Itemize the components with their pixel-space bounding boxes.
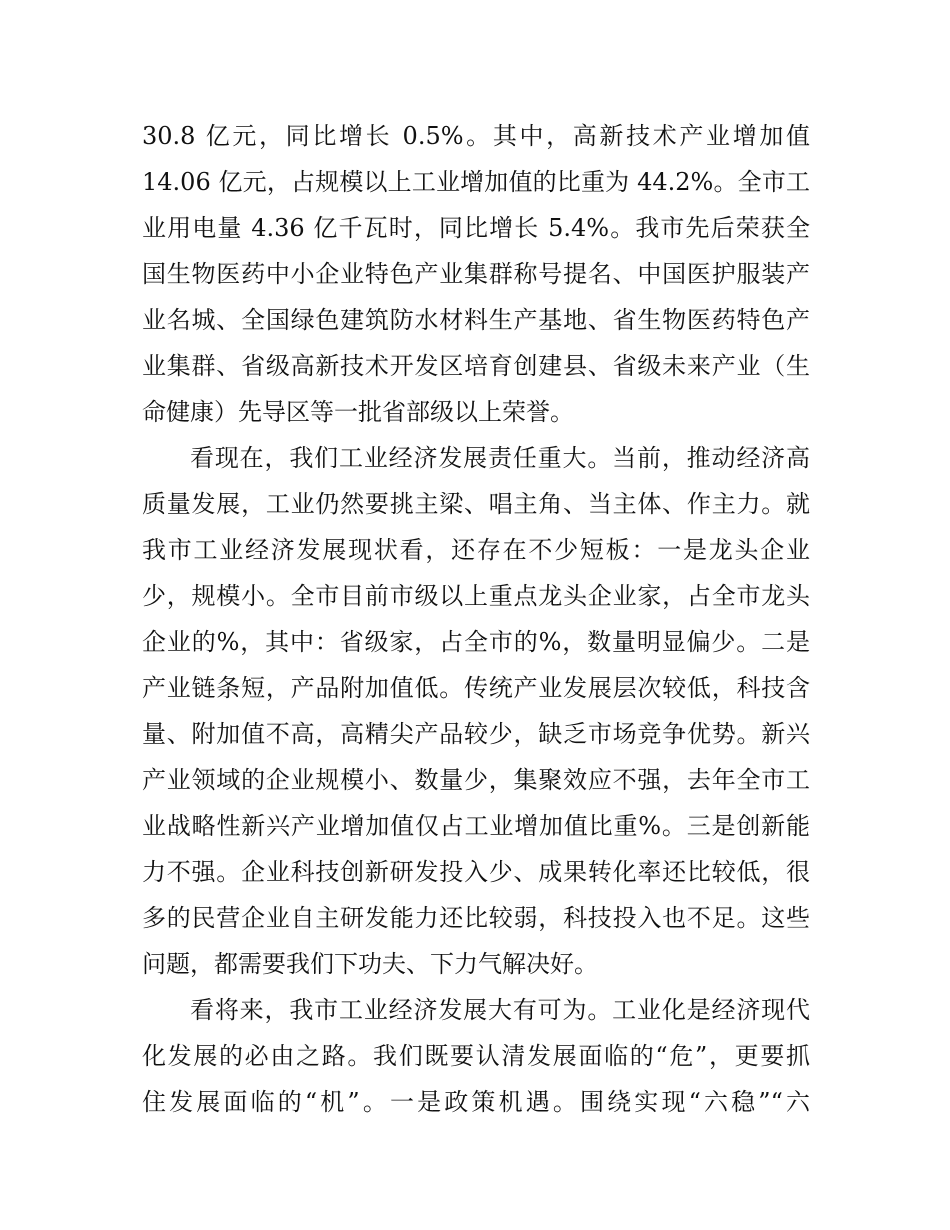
text-line: 业战略性新兴产业增加值仅占工业增加值比重%。三是创新能 <box>142 812 810 840</box>
text-line: 命健康）先导区等一批省部级以上荣誉。 <box>142 398 574 426</box>
text-line: 化发展的必由之路。我们既要认清发展面临的“危”，更要抓 <box>142 1042 810 1070</box>
text-line: 量、附加值不高，高精尖产品较少，缺乏市场竞争优势。新兴 <box>142 720 810 748</box>
text-line: 问题，都需要我们下功夫、下力气解决好。 <box>142 950 598 978</box>
text-line: 14.06 亿元，占规模以上工业增加值的比重为 44.2%。全市工 <box>142 168 810 196</box>
text-line: 国生物医药中小企业特色产业集群称号提名、中国医护服装产 <box>142 260 810 288</box>
text-line: 住发展面临的“机”。一是政策机遇。围绕实现“六稳”“六 <box>142 1088 810 1116</box>
text-line: 力不强。企业科技创新研发投入少、成果转化率还比较低，很 <box>142 858 810 886</box>
text-line: 看现在，我们工业经济发展责任重大。当前，推动经济高 <box>190 444 810 472</box>
text-line: 业名城、全国绿色建筑防水材料生产基地、省生物医药特色产 <box>142 306 810 334</box>
text-line: 少，规模小。全市目前市级以上重点龙头企业家，占全市龙头 <box>142 582 810 610</box>
text-line: 业用电量 4.36 亿千瓦时，同比增长 5.4%。我市先后荣获全 <box>142 214 810 242</box>
text-line: 多的民营企业自主研发能力还比较弱，科技投入也不足。这些 <box>142 904 810 932</box>
text-line: 产业领域的企业规模小、数量少，集聚效应不强，去年全市工 <box>142 766 810 794</box>
text-line: 质量发展，工业仍然要挑主梁、唱主角、当主体、作主力。就 <box>142 490 810 518</box>
text-line: 30.8 亿元，同比增长 0.5%。其中，高新技术产业增加值 <box>142 122 810 150</box>
text-line: 产业链条短，产品附加值低。传统产业发展层次较低，科技含 <box>142 674 810 702</box>
text-line: 企业的%，其中：省级家，占全市的%，数量明显偏少。二是 <box>142 628 810 656</box>
text-line: 业集群、省级高新技术开发区培育创建县、省级未来产业（生 <box>142 352 810 380</box>
text-line: 我市工业经济发展现状看，还存在不少短板：一是龙头企业 <box>142 536 810 564</box>
text-line: 看将来，我市工业经济发展大有可为。工业化是经济现代 <box>190 996 810 1024</box>
